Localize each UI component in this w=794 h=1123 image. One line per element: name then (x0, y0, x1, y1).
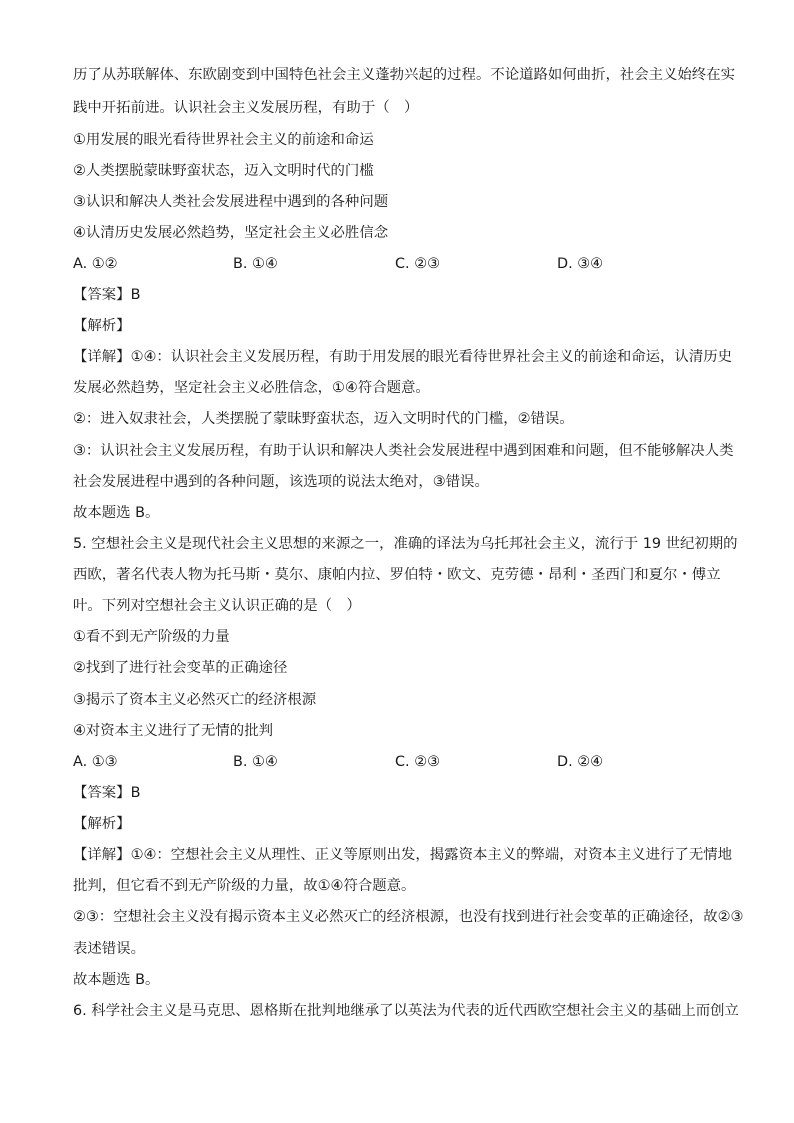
detail-line: 故本题选 B。 (73, 505, 160, 521)
detail-line: 【详解】①④：认识社会主义发展历程，有助于用发展的眼光看待世界社会主义的前途和命运，认清历史 (73, 349, 732, 365)
options-row (73, 752, 723, 772)
question-stem-line: 叶。下列对空想社会主义认识正确的是（ ） (73, 598, 361, 614)
detail-line: ②：进入奴隶社会，人类摆脱了蒙昧野蛮状态，迈入文明时代的门槛，②错误。 (73, 411, 574, 427)
choice-item: ②人类摆脱蒙昧野蛮状态，迈入文明时代的门槛 (73, 163, 374, 179)
option-b: B. ①④ (233, 256, 278, 272)
choice-item: ③认识和解决人类社会发展进程中遇到的各种问题 (73, 194, 389, 210)
option-d: D. ②④ (557, 754, 604, 770)
question-stem-line: 5. 空想社会主义是现代社会主义思想的来源之一，准确的译法为乌托邦社会主义，流行于 19 世纪初期的 (73, 536, 738, 552)
detail-line: ③：认识社会主义发展历程，有助于认识和解决人类社会发展进程中遇到困难和问题，但不能够解决人类 (73, 443, 734, 459)
option-b: B. ①④ (233, 754, 278, 770)
choice-item: ①看不到无产阶级的力量 (73, 629, 230, 645)
option-a: A. ①② (73, 256, 118, 272)
analysis-label: 【解析】 (73, 816, 131, 832)
choice-item: ②找到了进行社会变革的正确途径 (73, 660, 288, 676)
answer-line: 【答案】B (73, 785, 141, 801)
choice-item: ①用发展的眼光看待世界社会主义的前途和命运 (73, 132, 374, 148)
analysis-label: 【解析】 (73, 318, 131, 334)
question-stem-line: 6. 科学社会主义是马克思、恩格斯在批判地继承了以英法为代表的近代西欧空想社会主义的基础上而创立 (73, 1003, 739, 1019)
detail-line: 批判，但它看不到无产阶级的力量，故①④符合题意。 (73, 878, 416, 894)
detail-line: 社会发展进程中遇到的各种问题，该选项的说法太绝对，③错误。 (73, 474, 489, 490)
detail-line: ②③：空想社会主义没有揭示资本主义必然灭亡的经济根源，也没有找到进行社会变革的正确途径，故②③ (73, 909, 744, 925)
options-row (73, 254, 723, 274)
option-c: C. ②③ (395, 256, 440, 272)
answer-line: 【答案】B (73, 287, 141, 303)
detail-line: 表述错误。 (73, 941, 145, 957)
option-c: C. ②③ (395, 754, 440, 770)
detail-line: 【详解】①④：空想社会主义从理性、正义等原则出发，揭露资本主义的弊端，对资本主义进行了无情地 (73, 847, 732, 863)
choice-item: ④认清历史发展必然趋势，坚定社会主义必胜信念 (73, 225, 389, 241)
detail-line: 发展必然趋势，坚定社会主义必胜信念，①④符合题意。 (73, 380, 430, 396)
choice-item: ④对资本主义进行了无情的批判 (73, 723, 273, 739)
question-stem-line: 践中开拓前进。认识社会主义发展历程，有助于（ ） (73, 100, 419, 116)
question-stem-line: 西欧，著名代表人物为托马斯・莫尔、康帕内拉、罗伯特・欧文、克劳德・昂利・圣西门和夏尔・傅立 (73, 567, 721, 583)
detail-line: 故本题选 B。 (73, 972, 160, 988)
question-stem-line: 历了从苏联解体、东欧剧变到中国特色社会主义蓬勃兴起的过程。不论道路如何曲折，社会主义始终在实 (73, 67, 735, 83)
option-d: D. ③④ (557, 256, 604, 272)
option-a: A. ①③ (73, 754, 118, 770)
choice-item: ③揭示了资本主义必然灭亡的经济根源 (73, 692, 317, 708)
